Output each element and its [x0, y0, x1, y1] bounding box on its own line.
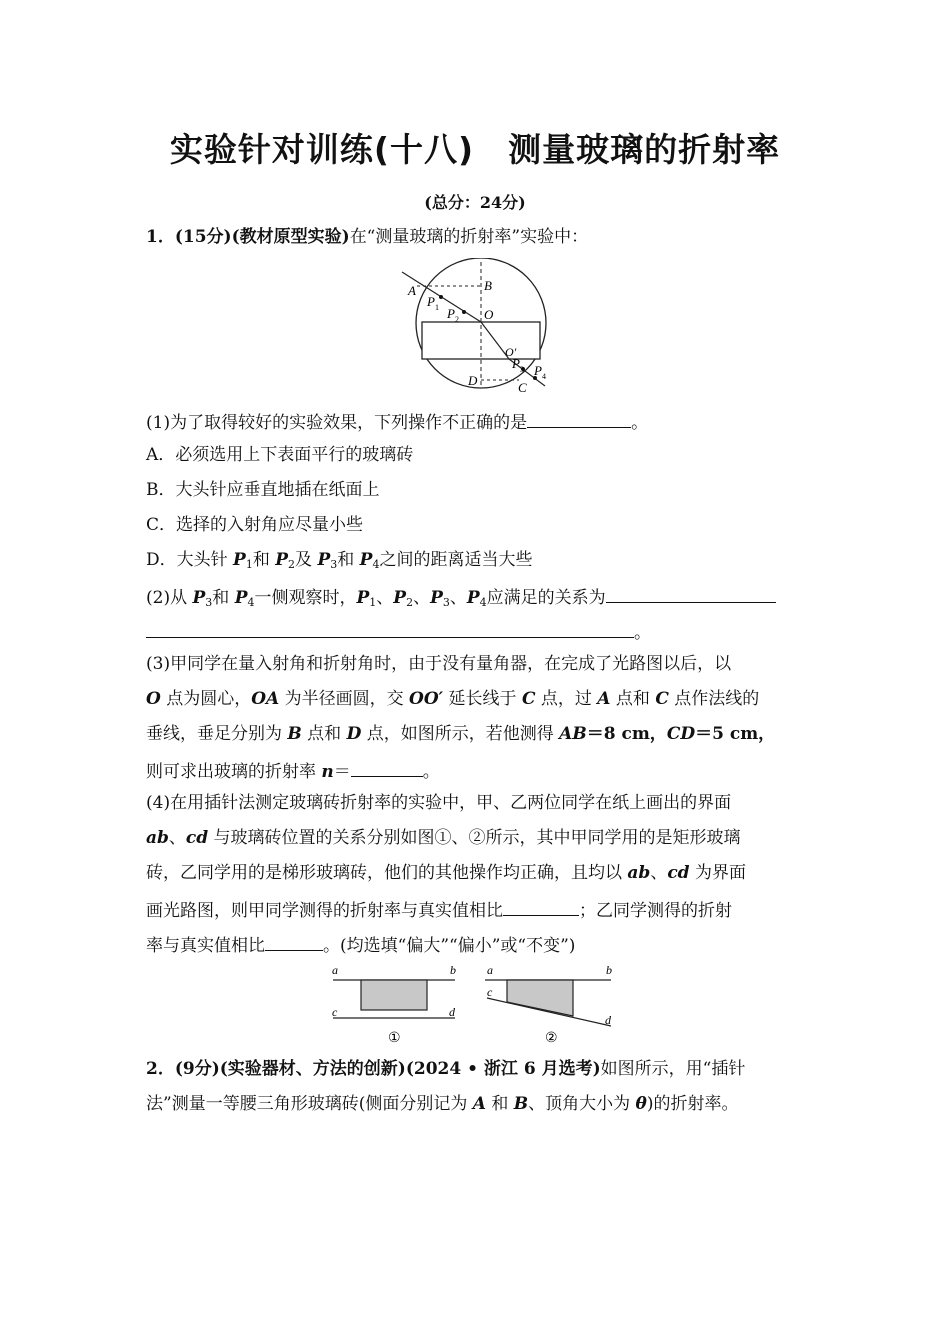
pin-p1	[439, 295, 443, 299]
q1-header	[146, 226, 808, 248]
title-part-2: 测量玻璃的折射率	[508, 130, 781, 169]
q1-part3-line1: (3)甲同学在量入射角和折射角时，由于没有量角器，在完成了光路图以后，以	[146, 654, 732, 674]
label-P2: P	[447, 306, 455, 321]
label-P4: P	[534, 363, 542, 378]
q2-tag: (实验器材、方法的创新)	[219, 1059, 406, 1079]
fig2-label-a: a	[487, 963, 493, 977]
q1-number: 1．	[146, 227, 175, 247]
q2-number: 2．	[146, 1059, 175, 1079]
fig2-number: ②	[545, 1031, 558, 1046]
q1-part3-line3: 垂线，垂足分别为 B 点和 D 点，如图所示，若他测得 AB＝8 cm，CD＝5 cm，	[146, 724, 776, 744]
q1-part3-line4: 则可求出玻璃的折射率 n＝ 。	[146, 758, 808, 783]
label-D: D	[468, 373, 478, 388]
label-P3: P	[512, 356, 520, 371]
answer-blank-4b	[265, 932, 323, 951]
option-d: D．大头针 $P_1$和 $P_2$及 $P_3$和 $P_4$之间的距离适当大些	[146, 550, 533, 571]
fig2-trapezoid-glass	[507, 980, 573, 1016]
fig1-label-b: b	[450, 963, 456, 977]
q1-part2-cont: 。	[146, 619, 808, 644]
q1-part2: (2)从 $P_3$和 $P_4$一侧观察时，$P_1$、$P_2$、$P_3$、$P_4$应满足的关系为	[146, 584, 808, 609]
q1-score: (15分)	[174, 227, 232, 247]
label-P4-sub: 4	[542, 372, 546, 381]
answer-blank-2a	[606, 584, 776, 603]
page-title	[0, 124, 950, 171]
q1-part4-line1: (4)在用插针法测定玻璃砖折射率的实验中，甲、乙两位同学在纸上画出的界面	[146, 793, 732, 813]
q2-line2: 法”测量一等腰三角形玻璃砖(侧面分别记为 A 和 B、顶角大小为 θ)的折射率。	[146, 1094, 739, 1114]
q2-source: (2024 • 浙江 6 月选考)	[405, 1059, 601, 1079]
q1-tag: (教材原型实验)	[231, 227, 350, 247]
label-C: C	[518, 380, 527, 395]
label-P3-sub: 3	[520, 365, 524, 374]
pin-p2	[462, 310, 466, 314]
answer-blank-2b	[146, 619, 634, 638]
label-B: B	[484, 278, 492, 293]
option-b: B．大头针应垂直地插在纸面上	[146, 480, 380, 500]
label-O: O	[484, 307, 494, 322]
fig2-label-b: b	[606, 963, 612, 977]
fig2-label-c: c	[487, 985, 493, 999]
answer-blank-1	[527, 409, 631, 428]
fig1-number: ①	[388, 1031, 401, 1046]
q1-interface-figures	[325, 960, 625, 1048]
q2-score: (9分)	[174, 1059, 220, 1079]
q1-part1-stem: (1)为了取得较好的实验效果，下列操作不正确的是 。	[146, 409, 808, 434]
option-a: A．必须选用上下表面平行的玻璃砖	[146, 445, 414, 465]
answer-blank-4a	[503, 897, 579, 916]
q1-part4-line5: 率与真实值相比 。(均选填“偏大”“偏小”或“不变”)	[146, 932, 808, 957]
q2-line1: 2．(9分)(实验器材、方法的创新)(2024 • 浙江 6 月选考)如图所示，用“插针	[146, 1059, 746, 1079]
q1-part4-line2: ab、cd 与玻璃砖位置的关系分别如图①、②所示，其中甲同学用的是矩形玻璃	[146, 828, 741, 848]
q1-optics-figure	[395, 258, 560, 396]
fig1-label-d: d	[449, 1005, 455, 1019]
q1-stem: 在“测量玻璃的折射率”实验中：	[349, 227, 589, 247]
q1-part4-line3: 砖，乙同学用的是梯形玻璃砖，他们的其他操作均正确，且均以 ab、cd 为界面	[146, 863, 746, 883]
label-P1: P	[427, 294, 435, 309]
fig2-label-d: d	[605, 1013, 611, 1027]
fig1-label-a: a	[332, 963, 338, 977]
title-part-1: 实验针对训练(十八)	[169, 130, 475, 169]
q1-part4-line4: 画光路图，则甲同学测得的折射率与真实值相比 ；乙同学测得的折射	[146, 897, 808, 922]
fig1-label-c: c	[332, 1005, 338, 1019]
label-P2-sub: 2	[455, 315, 459, 324]
option-c: C．选择的入射角应尽量小些	[146, 515, 364, 535]
label-A: A	[408, 283, 416, 298]
label-O-prime: O′	[505, 345, 517, 359]
q1-part3-line2: O 点为圆心，OA 为半径画圆，交 OO′ 延长线于 C 点，过 A 点和 C 点作法线的	[146, 689, 760, 709]
fig1-rect-glass	[361, 980, 427, 1010]
total-score: (总分：24分)	[424, 193, 526, 212]
answer-blank-3	[351, 758, 423, 777]
label-P1-sub: 1	[435, 303, 439, 312]
